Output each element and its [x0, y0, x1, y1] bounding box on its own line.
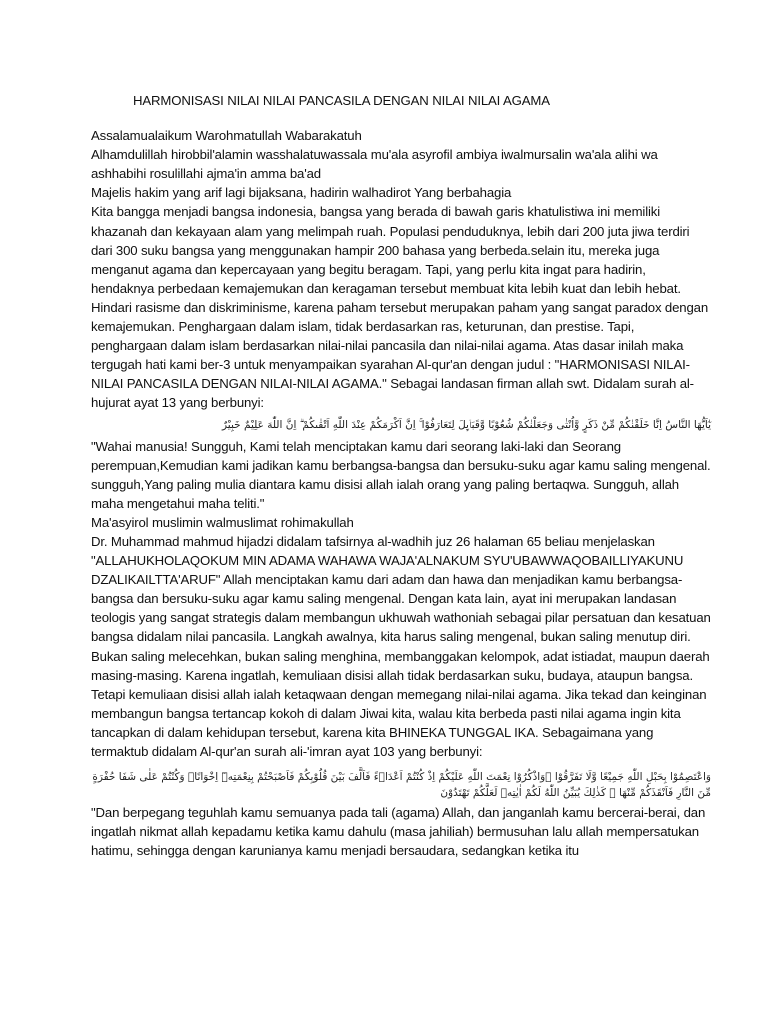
document-page [91, 91, 711, 860]
tafsir-paragraph: Dr. Muhammad mahmud hijadzi didalam tafsirnya al-wadhih juz 26 halaman 65 beliau menjelaskan "ALLAHUKHOLAQOKUM MIN ADAMA WAHAWA WAJA'ALNAKUM SYU'UBAWWAQOBAILLIYAKUNU DZALIKAILTTA'ARUF" Allah menciptakan kamu dari adam dan hawa dan menjadikan kamu berbangsa-bangsa dan bersuku-suku agar kamu saling mengenal. Dengan kata lain, ayat ini merupakan landasan teologis yang sangat strategis dalam membangun ukhuwah wathoniah sebagai pilar persatuan dan kesatuan bangsa didalam nilai pancasila. Langkah awalnya, kita harus saling mengenal, bukan saling menutup diri. Bukan saling melecehkan, bukan saling menghina, membanggakan kelompok, adat istiadat, maupun daerah masing-masing. Karena ingatlah, kemuliaan disisi allah tidak berdasarkan suku, budaya, ataupun bangsa. Tetapi kemuliaan disisi allah ialah ketaqwaan dengan memegang nilai-nilai agama. Jika tekad dan keinginan membangun bangsa tertancap kokoh di dalam Jiwai kita, walau kita berbeda pasti nilai agama ingin kita tancapkan di dalam kehidupan tersebut, karena kita BHINEKA TUNGGAL IKA. Sebagaimana yang termaktub didalam Al-qur'an surah ali-'imran ayat 103 yang berbunyi: [91, 533, 711, 759]
translation-paragraph-1: "Wahai manusia! Sungguh, Kami telah menciptakan kamu dari seorang laki-laki dan Seorang perempuan,Kemudian kami jadikan kamu berbangsa-bangsa dan bersuku-suku agar kamu saling mengenal. sungguh,Yang paling mulia diantara kamu disisi allah ialah orang yang paling bertaqwa. Sungguh, allah maha mengetahui maha teliti." [91, 438, 711, 511]
translation-paragraph-2: "Dan berpegang teguhlah kamu semuanya pada tali (agama) Allah, dan janganlah kamu bercerai-berai, dan ingatlah nikmat allah kepadamu ketika kamu dahulu (masa jahiliah) bermusuhan lalu allah mempersatukan hatimu, sehingga dengan karunianya kamu menjadi bersaudara, sedangkan ketika itu [91, 805, 706, 859]
hamdalah-paragraph: Alhamdulillah hirobbil'alamin wasshalatuwassala mu'ala asyrofil ambiya iwalmursalin wa'ala alihi wa ashhabihi rosulillahi ajma'in amma ba'ad [91, 147, 658, 182]
audience-address-paragraph: Ma'asyirol muslimin walmuslimat rohimakullah [91, 514, 354, 530]
document-title: HARMONISASI NILAI NILAI PANCASILA DENGAN NILAI NILAI AGAMA [133, 93, 550, 108]
greeting-paragraph: Assalamualaikum Warohmatullah Wabarakatuh [91, 128, 362, 144]
intro-paragraph: Kita bangga menjadi bangsa indonesia, bangsa yang berada di bawah garis khatulistiwa ini memiliki khazanah dan kekayaan alam yang melimpah ruah. Populasi penduduknya, lebih dari 200 juta jiwa terdiri dari 300 suku bangsa yang menggunakan hampir 200 bahasa yang berbeda.selain itu, mereka juga menganut agama dan kepercayaan yang begitu beragam. Tapi, yang perlu kita ingat para hadirin, hendaknya perbedaan kemajemukan dan keragaman tersebut membuat kita lebih kuat dan lebih hebat. Hindari rasisme dan diskriminisme, karena paham tersebut merupakan paham yang sangat paradox dengan kemajemukan. Penghargaan dalam islam, tidak berdasarkan ras, keturunan, dan prestise. Tapi, penghargaan dalam islam berdasarkan nilai-nilai pancasila dan nilai-nilai agama. Atas dasar inilah maka tergugah hati kami ber-3 untuk menyampaikan syarahan Al-qur'an dengan judul : "HARMONISASI NILAI-NILAI PANCASILA DENGAN NILAI-NILAI AGAMA." Sebagai landasan firman allah swt. Didalam surah al-hujurat ayat 13 yang berbunyi: [91, 204, 709, 411]
salutation-paragraph: Majelis hakim yang arif lagi bijaksana, hadirin walhadirot Yang berbahagia [91, 185, 512, 201]
arabic-verse-al-hujurat-13: يٰٓاَيُّهَا النَّاسُ اِنَّا خَلَقْنٰكُمْ مِّنْ ذَكَرٍ وَّاُنْثٰى وَجَعَلْنٰكُمْ شُعُوْبًا وَّقَبَاۤىِٕلَ لِتَعَارَفُوْا ۚ اِنَّ اَكْرَمَكُمْ عِنْدَ اللّٰهِ اَتْقٰىكُمْ ۗ اِنَّ اللّٰهَ عَلِيْمٌ خَبِيْرٌ [222, 418, 711, 431]
arabic-verse-ali-imran-103: وَاعْتَصِمُوْا بِحَبْلِ اللّٰهِ جَمِيْعًا وَّلَا تَفَرَّقُوْا ۖوَاذْكُرُوْا نِعْمَتَ اللّٰهِ عَلَيْكُمْ اِذْ كُنْتُمْ اَعْدَاۤءً فَاَلَّفَ بَيْنَ قُلُوْبِكُمْ فَاَصْبَحْتُمْ بِنِعْمَتِهٖٓ اِخْوَانًاۚ وَكُنْتُمْ عَلٰى شَفَا حُفْرَةٍ مِّنَ النَّارِ فَاَنْقَذَكُمْ مِّنْهَا ۗ كَذٰلِكَ يُبَيِّنُ اللّٰهُ لَكُمْ اٰيٰتِهٖ لَعَلَّكُمْ تَهْتَدُوْنَ [92, 771, 711, 800]
